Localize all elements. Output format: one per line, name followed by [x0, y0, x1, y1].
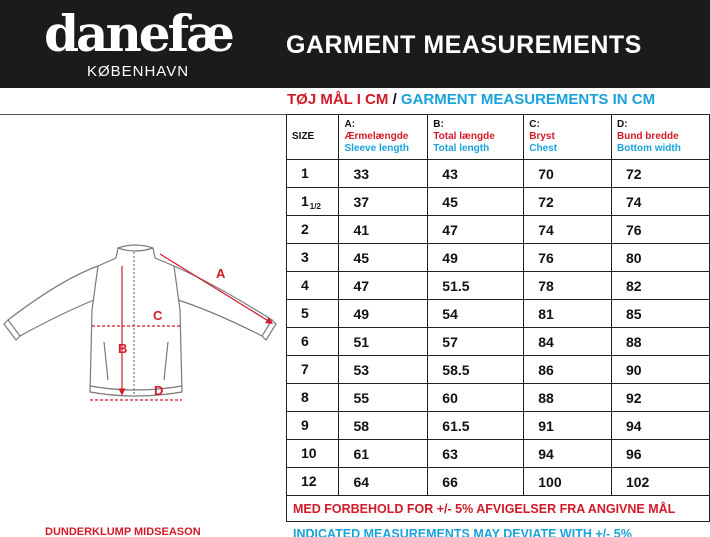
sleeve-length-cell: 49 [339, 300, 428, 328]
chest-cell: 74 [524, 216, 612, 244]
size-cell [287, 356, 339, 384]
sleeve-length-cell: 61 [339, 440, 428, 468]
chest-cell: 81 [524, 300, 612, 328]
sleeve-length-cell: 45 [339, 244, 428, 272]
dimension-d-label: D [154, 383, 164, 398]
tolerance-note-danish: MED FORBEHOLD FOR +/- 5% AFVIGELSER FRA ANGIVNE MÅL [287, 496, 710, 522]
sleeve-length-cell: 33 [339, 160, 428, 188]
size-cell [287, 244, 339, 272]
size-value: 8 [301, 388, 309, 405]
page-title: GARMENT MEASUREMENTS [286, 31, 642, 59]
size-value: 7 [301, 360, 309, 377]
table-header-row [287, 115, 710, 160]
table-note-row [287, 496, 710, 522]
tolerance-note-english: INDICATED MEASUREMENTS MAY DEVIATE WITH +/- 5% [293, 527, 632, 537]
table-row [287, 356, 710, 384]
column-name-danish: Total længde [433, 131, 495, 142]
column-name-danish: Bryst [529, 131, 555, 142]
column-name-danish: Bund bredde [616, 131, 679, 142]
size-value: 1 [301, 192, 309, 209]
bottom-width-cell: 72 [611, 160, 709, 188]
table-row [287, 244, 710, 272]
jacket-diagram [0, 240, 286, 420]
sleeve-length-cell: 41 [339, 216, 428, 244]
dimension-b-label: B [118, 341, 128, 356]
brand-logo [38, 6, 238, 82]
chest-cell: 86 [524, 356, 612, 384]
column-header-c [524, 115, 612, 160]
chest-cell: 72 [524, 188, 612, 216]
header-bar [0, 0, 710, 88]
column-name-english: Bottom width [616, 143, 681, 154]
chest-cell: 100 [524, 468, 612, 496]
chest-cell: 76 [524, 244, 612, 272]
dimension-c-label: C [153, 308, 163, 323]
chest-cell: 91 [524, 412, 612, 440]
table-row [287, 468, 710, 496]
sleeve-length-cell: 58 [339, 412, 428, 440]
column-header-size: SIZE [287, 115, 339, 160]
bottom-width-cell: 96 [611, 440, 709, 468]
size-cell [287, 328, 339, 356]
table-row [287, 384, 710, 412]
column-letter: C: [529, 119, 540, 130]
bottom-width-cell: 76 [611, 216, 709, 244]
bottom-width-cell: 90 [611, 356, 709, 384]
total-length-cell: 58.5 [428, 356, 524, 384]
size-cell [287, 384, 339, 412]
table-row [287, 328, 710, 356]
sleeve-length-cell: 64 [339, 468, 428, 496]
bottom-width-cell: 85 [611, 300, 709, 328]
size-fraction: 1/2 [309, 201, 321, 211]
size-value: 9 [301, 416, 309, 433]
size-cell [287, 412, 339, 440]
table-row [287, 272, 710, 300]
column-name-english: Sleeve length [344, 143, 409, 154]
sleeve-length-cell: 37 [339, 188, 428, 216]
size-cell [287, 160, 339, 188]
chest-cell: 84 [524, 328, 612, 356]
product-name: DUNDERKLUMP MIDSEASON [45, 526, 201, 537]
table-row [287, 216, 710, 244]
column-name-danish: Ærmelængde [344, 131, 409, 142]
table-row [287, 412, 710, 440]
size-cell [287, 440, 339, 468]
sleeve-length-cell: 53 [339, 356, 428, 384]
column-letter: B: [433, 119, 444, 130]
dimension-a-label: A [216, 266, 226, 281]
sleeve-length-cell: 47 [339, 272, 428, 300]
size-cell [287, 272, 339, 300]
size-cell [287, 468, 339, 496]
brand-name: danefæ [44, 4, 232, 63]
total-length-cell: 66 [428, 468, 524, 496]
size-value: 12 [301, 472, 317, 489]
size-cell [287, 300, 339, 328]
table-row [287, 188, 710, 216]
column-header-d [611, 115, 709, 160]
table-row [287, 300, 710, 328]
chest-cell: 88 [524, 384, 612, 412]
column-header-a [339, 115, 428, 160]
chest-cell: 70 [524, 160, 612, 188]
size-value: 4 [301, 276, 309, 293]
size-cell [287, 188, 339, 216]
bottom-width-cell: 82 [611, 272, 709, 300]
sleeve-length-cell: 51 [339, 328, 428, 356]
total-length-cell: 60 [428, 384, 524, 412]
bottom-width-cell: 102 [611, 468, 709, 496]
size-value: 1 [301, 164, 309, 181]
total-length-cell: 57 [428, 328, 524, 356]
bottom-width-cell: 92 [611, 384, 709, 412]
subtitle [287, 91, 655, 109]
total-length-cell: 49 [428, 244, 524, 272]
subtitle-danish: TØJ MÅL I CM [287, 91, 389, 108]
subtitle-separator: / [392, 91, 397, 108]
brand-city: KØBENHAVN [86, 63, 190, 80]
total-length-cell: 51.5 [428, 272, 524, 300]
column-name-english: Chest [529, 143, 558, 154]
column-letter: A: [344, 119, 356, 130]
subtitle-english: GARMENT MEASUREMENTS IN CM [400, 91, 656, 108]
total-length-cell: 54 [428, 300, 524, 328]
measurements-table [286, 114, 710, 522]
jacket-outline [4, 245, 276, 396]
total-length-cell: 45 [428, 188, 524, 216]
bottom-width-cell: 80 [611, 244, 709, 272]
bottom-width-cell: 88 [611, 328, 709, 356]
total-length-cell: 47 [428, 216, 524, 244]
chest-cell: 78 [524, 272, 612, 300]
table-row [287, 160, 710, 188]
sleeve-length-cell: 55 [339, 384, 428, 412]
column-header-b [428, 115, 524, 160]
size-value: 5 [301, 304, 309, 321]
size-value: 3 [301, 248, 309, 265]
table-row [287, 440, 710, 468]
size-value: 10 [301, 444, 317, 461]
column-name-english: Total length [433, 143, 490, 154]
column-letter: D: [616, 119, 628, 130]
total-length-cell: 43 [428, 160, 524, 188]
bottom-width-cell: 94 [611, 412, 709, 440]
total-length-cell: 63 [428, 440, 524, 468]
size-cell [287, 216, 339, 244]
divider-line [0, 114, 287, 115]
chest-cell: 94 [524, 440, 612, 468]
total-length-cell: 61.5 [428, 412, 524, 440]
size-value: 6 [301, 332, 309, 349]
size-value: 2 [301, 220, 309, 237]
bottom-width-cell: 74 [611, 188, 709, 216]
